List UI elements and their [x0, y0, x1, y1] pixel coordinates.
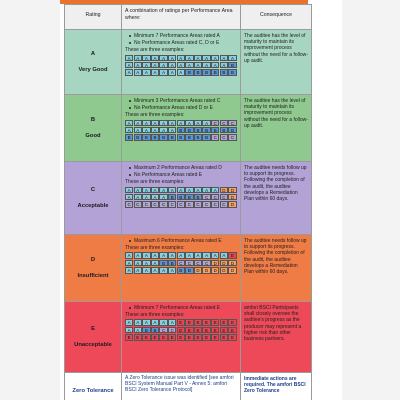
- rating-box: E: [202, 334, 210, 340]
- rating-box: B: [202, 134, 210, 140]
- rating-box: B: [202, 127, 210, 133]
- rating-box: A: [125, 194, 133, 200]
- zero-tolerance-label: Zero Tolerance: [72, 388, 114, 394]
- rating-box: A: [142, 69, 150, 75]
- rating-box: D: [220, 187, 228, 193]
- rating-box: A: [159, 62, 167, 68]
- rating-box: A: [125, 319, 133, 325]
- criteria-bullet-text: Maximum 6 Performance Areas rated E: [134, 238, 222, 244]
- rating-box: E: [202, 327, 210, 333]
- rating-box: C: [168, 327, 176, 333]
- rating-box: C: [220, 120, 228, 126]
- criteria-bullet: [129, 165, 237, 171]
- rating-box: C: [211, 194, 219, 200]
- rating-box: A: [220, 55, 228, 61]
- rating-box: D: [194, 267, 202, 273]
- rating-box: C: [134, 201, 142, 207]
- rating-box: C: [177, 201, 185, 207]
- rating-box: C: [194, 260, 202, 266]
- rating-box: A: [134, 267, 142, 273]
- rating-cell: [65, 162, 122, 235]
- rating-box: C: [202, 201, 210, 207]
- example-sequence: [125, 327, 237, 333]
- rating-box: A: [168, 252, 176, 258]
- criteria-bullet-text: Minimum 3 Performance Areas rated C: [134, 98, 221, 104]
- rating-box: E: [211, 327, 219, 333]
- rating-box: A: [202, 55, 210, 61]
- rating-box: E: [220, 327, 228, 333]
- criteria-cell: [122, 235, 241, 302]
- rating-box: C: [202, 194, 210, 200]
- rating-box: C: [211, 134, 219, 140]
- rating-box: A: [159, 252, 167, 258]
- rating-box: D: [228, 201, 236, 207]
- bullet-dot-icon: [129, 167, 131, 169]
- rating-box: B: [211, 127, 219, 133]
- rating-name: Insufficient: [77, 273, 109, 279]
- rating-box: A: [185, 252, 193, 258]
- rating-box: A: [185, 120, 193, 126]
- rating-box: C: [177, 260, 185, 266]
- rating-box: B: [194, 134, 202, 140]
- rating-box: D: [228, 260, 236, 266]
- rating-cell: [65, 30, 122, 95]
- rating-box: C: [228, 120, 236, 126]
- rating-box: A: [134, 187, 142, 193]
- rating-box: A: [194, 55, 202, 61]
- rating-box: B: [151, 327, 159, 333]
- rating-box: B: [194, 194, 202, 200]
- rating-box: A: [134, 62, 142, 68]
- rating-box: A: [125, 62, 133, 68]
- examples-label: These are three examples:: [125, 312, 185, 319]
- rating-box: E: [168, 334, 176, 340]
- header-criteria-cell: [122, 5, 241, 30]
- rating-box: D: [211, 260, 219, 266]
- zero-tolerance-consequence: Immediate actions are required. The amfori BSCI Zero Tolerance: [244, 376, 306, 395]
- bullet-dot-icon: [129, 107, 131, 109]
- rating-box: A: [185, 62, 193, 68]
- rating-box: E: [177, 327, 185, 333]
- rating-row: [65, 235, 312, 302]
- rating-box: A: [134, 120, 142, 126]
- rating-box: B: [168, 260, 176, 266]
- rating-row: [65, 302, 312, 373]
- rating-box: A: [151, 252, 159, 258]
- rating-box: E: [202, 319, 210, 325]
- rating-name: Good: [85, 133, 101, 139]
- rating-box: C: [151, 201, 159, 207]
- consequence-cell: [241, 30, 312, 95]
- rating-box: A: [134, 69, 142, 75]
- rating-letter: B: [90, 117, 96, 123]
- rating-row: [65, 30, 312, 95]
- rating-box: A: [177, 120, 185, 126]
- rating-box: A: [151, 120, 159, 126]
- rating-rows: [65, 30, 312, 373]
- rating-box: A: [202, 187, 210, 193]
- rating-box: A: [151, 55, 159, 61]
- bullet-dot-icon: [129, 42, 131, 44]
- rating-letter: A: [90, 51, 96, 57]
- rating-box: A: [211, 62, 219, 68]
- rating-box: B: [177, 127, 185, 133]
- rating-box: C: [185, 260, 193, 266]
- rating-box: A: [194, 252, 202, 258]
- criteria-bullet: [129, 40, 237, 46]
- rating-box: A: [177, 69, 185, 75]
- rating-box: A: [220, 252, 228, 258]
- rating-box: A: [151, 194, 159, 200]
- examples-label: These are three examples:: [125, 47, 185, 54]
- rating-box: A: [168, 69, 176, 75]
- rating-box: A: [125, 252, 133, 258]
- rating-box: A: [202, 252, 210, 258]
- rating-box: B: [185, 69, 193, 75]
- bullet-dot-icon: [129, 307, 131, 309]
- rating-box: C: [142, 201, 150, 207]
- criteria-bullet: [129, 305, 237, 311]
- rating-box: E: [220, 334, 228, 340]
- criteria-bullet-text: Maximum 2 Performance Areas rated D: [134, 165, 222, 171]
- rating-box: B: [185, 267, 193, 273]
- criteria-bullet-text: Minimum 7 Performance Areas rated A: [134, 33, 220, 39]
- rating-box: E: [228, 319, 236, 325]
- rating-box: A: [168, 120, 176, 126]
- rating-box: B: [202, 69, 210, 75]
- rating-box: A: [202, 62, 210, 68]
- rating-box: A: [168, 127, 176, 133]
- rating-box: C: [168, 201, 176, 207]
- consequence-text: The auditee has the level of maturity to maintain its improvement process without the need for a follow-up audit.: [244, 33, 308, 64]
- rating-letter: D: [90, 257, 96, 263]
- rating-box: A: [168, 319, 176, 325]
- rating-box: A: [168, 267, 176, 273]
- rating-box: A: [151, 260, 159, 266]
- rating-box: B: [159, 260, 167, 266]
- consequence-cell: [241, 302, 312, 373]
- example-sequence: [125, 194, 237, 200]
- rating-box: A: [142, 194, 150, 200]
- examples-label: These are three examples:: [125, 245, 185, 252]
- example-sequence: [125, 120, 237, 126]
- rating-box: B: [134, 134, 142, 140]
- rating-name: Very Good: [78, 67, 108, 73]
- rating-box: D: [220, 267, 228, 273]
- rating-box: E: [177, 319, 185, 325]
- zero-tolerance-row: [65, 373, 312, 400]
- rating-box: A: [151, 127, 159, 133]
- rating-box: E: [194, 327, 202, 333]
- rating-name: Unacceptable: [74, 342, 112, 348]
- rating-box: E: [211, 334, 219, 340]
- criteria-cell: [122, 302, 241, 373]
- rating-box: A: [142, 187, 150, 193]
- rating-box: D: [211, 267, 219, 273]
- rating-box: A: [211, 252, 219, 258]
- criteria-bullet: [129, 33, 237, 39]
- rating-box: B: [228, 62, 236, 68]
- rating-box: B: [125, 134, 133, 140]
- rating-box: B: [151, 134, 159, 140]
- rating-box: A: [168, 187, 176, 193]
- bullet-dot-icon: [129, 174, 131, 176]
- consequence-text: The auditee needs follow up to support its progress. Following the completion of the audit, the auditee develops a Remediation Plan within 60 days.: [244, 165, 307, 203]
- rating-box: A: [142, 319, 150, 325]
- rating-box: A: [134, 127, 142, 133]
- rating-box: E: [134, 334, 142, 340]
- rating-letter: E: [91, 326, 95, 332]
- example-sequence: [125, 267, 237, 273]
- rating-box: B: [185, 194, 193, 200]
- rating-box: A: [142, 267, 150, 273]
- rating-box: A: [159, 187, 167, 193]
- rating-name: Acceptable: [77, 203, 109, 209]
- rating-box: C: [220, 201, 228, 207]
- document-page: [60, 0, 342, 400]
- rating-box: B: [142, 134, 150, 140]
- rating-box: D: [228, 187, 236, 193]
- example-sequence: [125, 187, 237, 193]
- criteria-cell: [122, 162, 241, 235]
- rating-box: A: [134, 260, 142, 266]
- rating-box: E: [177, 334, 185, 340]
- rating-box: A: [159, 127, 167, 133]
- rating-box: A: [142, 252, 150, 258]
- consequence-text: The auditee has the level of maturity to maintain its improvement process without the need for a follow-up audit.: [244, 98, 308, 129]
- rating-box: A: [151, 187, 159, 193]
- rating-box: A: [125, 267, 133, 273]
- example-sequence: [125, 134, 237, 140]
- rating-box: B: [228, 127, 236, 133]
- rating-box: E: [194, 319, 202, 325]
- rating-box: C: [125, 201, 133, 207]
- rating-box: A: [125, 187, 133, 193]
- rating-box: C: [202, 260, 210, 266]
- rating-box: E: [228, 252, 236, 258]
- rating-box: A: [125, 327, 133, 333]
- rating-box: A: [228, 55, 236, 61]
- rating-box: A: [177, 62, 185, 68]
- criteria-bullet: [129, 105, 237, 111]
- zero-tolerance-desc-cell: [122, 373, 241, 400]
- example-sequence: [125, 62, 237, 68]
- rating-box: A: [194, 62, 202, 68]
- rating-cell: [65, 302, 122, 373]
- rating-box: B: [177, 267, 185, 273]
- rating-box: B: [142, 327, 150, 333]
- bullet-dot-icon: [129, 240, 131, 242]
- header-consequence-cell: [241, 5, 312, 30]
- header-rating-cell: [65, 5, 122, 30]
- rating-box: C: [185, 201, 193, 207]
- rating-box: A: [134, 194, 142, 200]
- rating-box: A: [159, 267, 167, 273]
- header-criteria: A combination of ratings per Performance Area where:: [125, 8, 233, 21]
- rating-row: [65, 95, 312, 162]
- rating-cell: [65, 95, 122, 162]
- rating-box: A: [142, 127, 150, 133]
- rating-box: A: [151, 69, 159, 75]
- rating-box: A: [134, 327, 142, 333]
- rating-box: A: [177, 55, 185, 61]
- criteria-bullet: [129, 172, 237, 178]
- rating-cell: [65, 235, 122, 302]
- examples-label: These are three examples:: [125, 179, 185, 186]
- bullet-dot-icon: [129, 35, 131, 37]
- rating-box: A: [142, 260, 150, 266]
- header-rating: Rating: [85, 12, 101, 18]
- rating-box: E: [185, 327, 193, 333]
- rating-box: A: [151, 267, 159, 273]
- rating-box: A: [142, 62, 150, 68]
- example-sequence: [125, 127, 237, 133]
- rating-box: E: [194, 334, 202, 340]
- rating-box: B: [168, 134, 176, 140]
- rating-box: B: [185, 127, 193, 133]
- rating-box: A: [194, 187, 202, 193]
- rating-box: A: [134, 252, 142, 258]
- rating-box: C: [228, 134, 236, 140]
- rating-box: A: [142, 120, 150, 126]
- rating-box: A: [177, 252, 185, 258]
- rating-box: C: [159, 327, 167, 333]
- consequence-cell: [241, 235, 312, 302]
- rating-box: A: [159, 69, 167, 75]
- rating-box: A: [151, 319, 159, 325]
- consequence-text: The auditee needs follow up to support its progress. Following the completion of the audit, the auditee develops a Remediation Plan within 60 days.: [244, 238, 307, 276]
- rating-box: A: [211, 55, 219, 61]
- rating-box: B: [211, 69, 219, 75]
- example-sequence: [125, 319, 237, 325]
- rating-box: E: [228, 327, 236, 333]
- rating-box: C: [220, 194, 228, 200]
- rating-box: A: [159, 319, 167, 325]
- table-header-row: [65, 5, 312, 30]
- bullet-dot-icon: [129, 100, 131, 102]
- example-sequence: [125, 260, 237, 266]
- rating-box: E: [159, 334, 167, 340]
- rating-table: [64, 4, 312, 400]
- criteria-bullet: [129, 238, 237, 244]
- rating-box: A: [125, 69, 133, 75]
- rating-box: A: [185, 187, 193, 193]
- criteria-bullet-text: No Performance Areas rated C, D or E: [134, 40, 220, 47]
- rating-letter: C: [90, 187, 96, 193]
- rating-box: A: [202, 120, 210, 126]
- consequence-cell: [241, 95, 312, 162]
- example-sequence: [125, 55, 237, 61]
- rating-box: B: [194, 127, 202, 133]
- rating-box: A: [168, 55, 176, 61]
- criteria-cell: [122, 95, 241, 162]
- rating-box: A: [134, 319, 142, 325]
- criteria-bullet-text: No Performance Areas rated D or E: [134, 105, 213, 112]
- rating-box: D: [228, 194, 236, 200]
- rating-box: A: [125, 260, 133, 266]
- rating-box: E: [228, 334, 236, 340]
- rating-box: A: [125, 127, 133, 133]
- rating-box: A: [168, 62, 176, 68]
- rating-box: B: [177, 134, 185, 140]
- rating-box: D: [202, 267, 210, 273]
- zero-tolerance-consequence-cell: [241, 373, 312, 400]
- rating-box: D: [228, 267, 236, 273]
- rating-box: B: [220, 127, 228, 133]
- rating-box: E: [185, 319, 193, 325]
- rating-box: C: [220, 134, 228, 140]
- rating-box: A: [151, 62, 159, 68]
- rating-box: A: [220, 62, 228, 68]
- consequence-text: amfori BSCI Participants shall closely oversee the auditee's progress as the producer may represent a higher risk than other business partners.: [244, 305, 302, 343]
- rating-box: E: [125, 334, 133, 340]
- criteria-bullet-text: Minimum 7 Performance Areas rated E: [134, 305, 221, 311]
- rating-row: [65, 162, 312, 235]
- rating-box: E: [220, 319, 228, 325]
- rating-box: D: [220, 260, 228, 266]
- rating-box: B: [228, 69, 236, 75]
- rating-box: B: [177, 194, 185, 200]
- rating-box: C: [159, 201, 167, 207]
- example-sequence: [125, 69, 237, 75]
- header-consequence: Consequence: [259, 12, 292, 18]
- example-sequence: [125, 201, 237, 207]
- rating-box: A: [159, 194, 167, 200]
- rating-box: E: [185, 334, 193, 340]
- rating-box: C: [194, 201, 202, 207]
- example-sequence: [125, 252, 237, 258]
- rating-box: C: [211, 201, 219, 207]
- rating-box: A: [194, 120, 202, 126]
- rating-box: A: [142, 55, 150, 61]
- rating-box: A: [125, 120, 133, 126]
- rating-box: A: [134, 55, 142, 61]
- rating-box: A: [125, 55, 133, 61]
- zero-tolerance-desc: A Zero Tolerance issue was identified [see amfori BSCI System Manual Part V - Annex 5: amfori BSCI Zero Tolerance Protocol]: [125, 375, 234, 394]
- rating-box: E: [151, 334, 159, 340]
- rating-box: A: [159, 55, 167, 61]
- criteria-cell: [122, 30, 241, 95]
- rating-box: E: [142, 334, 150, 340]
- rating-box: B: [168, 194, 176, 200]
- rating-box: A: [185, 55, 193, 61]
- criteria-bullet: [129, 98, 237, 104]
- consequence-cell: [241, 162, 312, 235]
- rating-box: E: [211, 319, 219, 325]
- rating-box: A: [177, 187, 185, 193]
- example-sequence: [125, 334, 237, 340]
- rating-box: A: [159, 120, 167, 126]
- criteria-bullet-text: No Performance Areas rated E: [134, 172, 203, 179]
- zero-tolerance-rating-cell: [65, 373, 122, 400]
- rating-box: B: [159, 134, 167, 140]
- rating-box: C: [211, 120, 219, 126]
- rating-box: B: [185, 134, 193, 140]
- rating-box: B: [194, 69, 202, 75]
- examples-label: These are three examples:: [125, 112, 185, 119]
- rating-box: A: [211, 187, 219, 193]
- rating-box: B: [220, 69, 228, 75]
